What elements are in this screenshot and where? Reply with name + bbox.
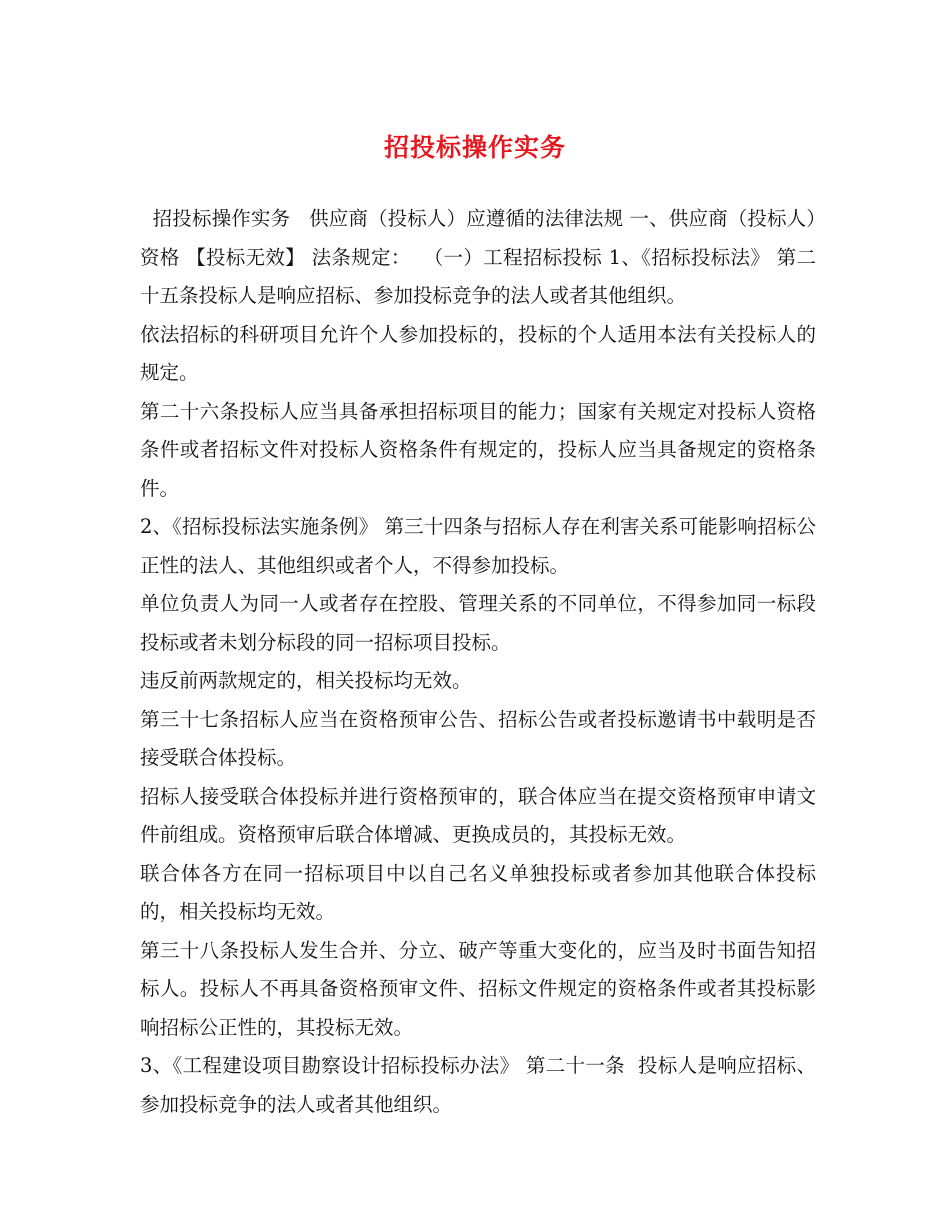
document-title: 招投标操作实务: [383, 133, 566, 162]
paragraph: 第三十七条招标人应当在资格预审公告、招标公告或者投标邀请书中载明是否接受联合体投标。: [140, 707, 816, 769]
paragraph: 第二十六条投标人应当具备承担招标项目的能力；国家有关规定对投标人资格条件或者招标文件对投标人资格条件有规定的，投标人应当具备规定的资格条件。: [140, 399, 816, 500]
paragraph: 招投标操作实务 供应商（投标人）应遵循的法律法规 一、供应商（投标人）资格 【投标无效】 法条规定： （一）工程招标投标 1、《招标投标法》 第二十五条投标人是响应招标、参加投标竞争的法人或者其他组织。: [140, 207, 816, 307]
paragraph: 第三十八条投标人发生合并、分立、破产等重大变化的，应当及时书面告知招标人。投标人不再具备资格预审文件、招标文件规定的资格条件或者其投标影响招标公正性的，其投标无效。: [140, 938, 816, 1039]
paragraph: 招标人接受联合体投标并进行资格预审的，联合体应当在提交资格预审申请文件前组成。资格预审后联合体增减、更换成员的，其投标无效。: [140, 784, 816, 846]
paragraph: 单位负责人为同一人或者存在控股、管理关系的不同单位，不得参加同一标段投标或者未划分标段的同一招标项目投标。: [140, 592, 816, 654]
paragraph: 2、《招标投标法实施条例》 第三十四条与招标人存在利害关系可能影响招标公正性的法人、其他组织或者个人，不得参加投标。: [140, 515, 816, 577]
paragraph: 联合体各方在同一招标项目中以自己名义单独投标或者参加其他联合体投标的，相关投标均无效。: [140, 861, 816, 923]
document-body: [140, 200, 816, 1124]
paragraph: 3、《工程建设项目勘察设计招标投标办法》 第二十一条 投标人是响应招标、参加投标竞争的法人或者其他组织。: [140, 1054, 816, 1116]
paragraph: 违反前两款规定的，相关投标均无效。: [140, 669, 472, 692]
paragraph: 依法招标的科研项目允许个人参加投标的，投标的个人适用本法有关投标人的规定。: [140, 322, 816, 384]
